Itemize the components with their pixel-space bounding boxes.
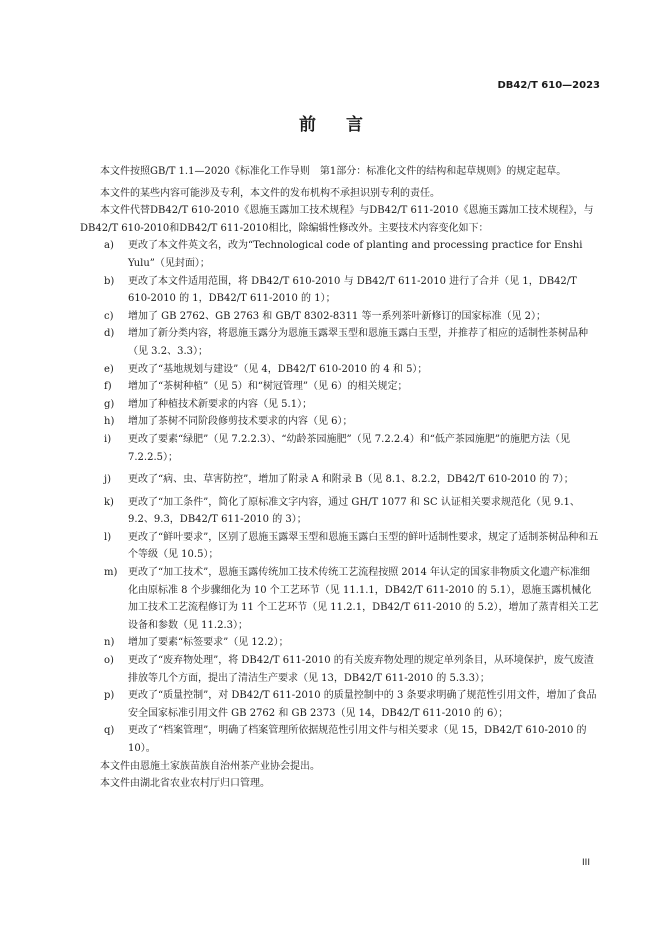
change-item-text: 更改了本文件英文名，改为“Technological code of planting and processing practice for Enshi Yulu”（见封面）； [128,240,583,269]
change-item-text: 增加了 GB 2762、GB 2763 和 GB/T 8302-8311 等一系列茶叶新修订的国家标准（见 2）； [128,310,547,322]
document-id: DB42/T 610—2023 [497,80,600,91]
change-item-marker: h) [104,416,115,428]
change-item [104,308,600,326]
paragraph-drafting-basis: 本文件按照GB/T 1.1—2020《标准化工作导则 第1部分：标准化文件的结构和起草规则》的规定起草。 [100,166,567,177]
paragraph-replacement: 本文件代替DB42/T 610-2010《恩施玉露加工技术规程》与DB42/T 611-2010《恩施玉露加工技术规程》，与DB42/T 610-2010和DB42/T 611-2010相比，除编辑性修改外。主要技术内容变化如下： [80,205,594,234]
change-item-text: 增加了茶树不同阶段修剪技术要求的内容（见 6）； [128,416,353,428]
change-item [104,634,600,652]
change-item-marker: l) [104,531,112,543]
paragraph-administrator: 本文件由湖北省农业农村厅归口管理。 [100,778,270,790]
change-item-marker: i) [104,433,112,445]
foreword-body [80,163,600,793]
change-item [104,237,600,272]
change-item [104,722,600,757]
change-item-marker: p) [104,690,115,702]
change-item-text: 更改了本文件适用范围，将 DB42/T 610-2010 与 DB42/T 611-2010 进行了合并（见 1，DB42/T 610-2010 的 1，DB42/T 611-2010 的 1）； [128,275,577,305]
change-item-marker: d) [104,328,115,340]
change-item [104,431,600,466]
change-item-text: 更改了“加工条件”，简化了原标准文字内容，通过 GH/T 1077 和 SC 认证相关要求规范化（见 9.1、9.2、9.3，DB42/T 611-2010 的 3）； [128,496,580,526]
change-item [104,494,600,529]
paragraph-patent-notice: 本文件的某些内容可能涉及专利，本文件的发布机构不承担识别专利的责任。 [100,187,440,199]
change-item-marker: m) [104,567,118,579]
change-item-marker: e) [104,363,114,375]
change-item-marker: o) [104,655,114,667]
change-item-marker: j) [104,474,112,486]
change-item-marker: b) [104,275,115,287]
change-item-text: 更改了“病、虫、草害防控”，增加了附录 A 和附录 B（见 8.1、8.2.2，DB42/T 610-2010 的 7）； [128,474,574,486]
change-item-marker: q) [104,725,115,737]
change-item [104,413,600,431]
change-item-text: 增加了种植技术新要求的内容（见 5.1）； [128,398,313,410]
intro-block [80,163,600,237]
change-item [104,471,600,489]
change-item [104,378,600,396]
change-item-text: 更改了“废弃物处理”，将 DB42/T 611-2010 的有关废弃物处理的规定单列条目，从环境保护，废气废渣排放等几个方面，提出了清洁生产要求（见 13，DB42/T 611-2010 的 5.3.3）； [128,655,594,684]
change-item-text: 更改了“档案管理”，明确了档案管理所依据规范性引用文件与相关要求（见 15，DB42/T 610-2010 的 10）。 [128,725,587,754]
change-list [104,237,600,757]
change-item [104,361,600,379]
change-item-text: 更改了“基地规划与建设”（见 4，DB42/T 610-2010 的 4 和 5）； [128,363,428,375]
page-title: 前言 [299,115,393,135]
change-item-marker: a) [104,240,114,252]
change-item-marker: n) [104,637,115,649]
change-item [104,687,600,722]
change-item-marker: c) [104,310,114,322]
change-item-text: 增加了“茶树种植”（见 5）和“树冠管理”（见 6）的相关规定； [128,381,408,393]
change-item-text: 更改了“加工技术”，恩施玉露传统加工技术传统工艺流程按照 2014 年认定的国家非物质文化遗产标准细化由原标准 8 个步骤细化为 10 个工艺环节（见 11.1.1，DB42/T 611-2010 的 5.1），恩施玉露机械化加工技术工艺流程修订为 11 个工艺环节（见 11.2.1，DB42/T 611-2010 的 5.2），增加了蒸青相关工艺设备和参数（见 11.2.3）； [128,567,599,631]
change-item-text: 增加了要素“标签要求”（见 12.2）； [128,637,289,649]
change-item-text: 更改了要素“绿肥”（见 7.2.2.3）、“幼龄茶园施肥”（见 7.2.2.4）和“低产茶园施肥”的施肥方法（见 7.2.2.5）； [128,433,571,463]
change-item-text: 更改了“鲜叶要求”，区别了恩施玉露翠玉型和恩施玉露白玉型的鲜叶适制性要求，规定了适制茶树品种和五个等级（见 10.5）； [128,531,599,561]
change-item-text: 更改了“质量控制”，对 DB42/T 611-2010 的质量控制中的 3 条要求明确了规范性引用文件，增加了食品安全国家标准引用文件 GB 2762 和 GB 2373（见 14，DB42/T 611-2010 的 6）； [128,690,597,719]
change-item-text: 增加了新分类内容，将恩施玉露分为恩施玉露翠玉型和恩施玉露白玉型，并推荐了相应的适制性茶树品种（见 3.2、3.3）； [128,328,588,357]
change-item-marker: f) [104,381,112,393]
change-item-marker: k) [104,496,114,508]
page-number: III [582,858,590,868]
closing-block [80,758,600,793]
change-item [104,325,600,360]
paragraph-proposer: 本文件由恩施土家族苗族自治州茶产业协会提出。 [100,760,320,772]
change-item [104,273,600,308]
change-item [104,529,600,564]
change-item [104,652,600,687]
change-item-marker: g) [104,398,115,410]
change-item [104,396,600,414]
change-item [104,564,600,634]
